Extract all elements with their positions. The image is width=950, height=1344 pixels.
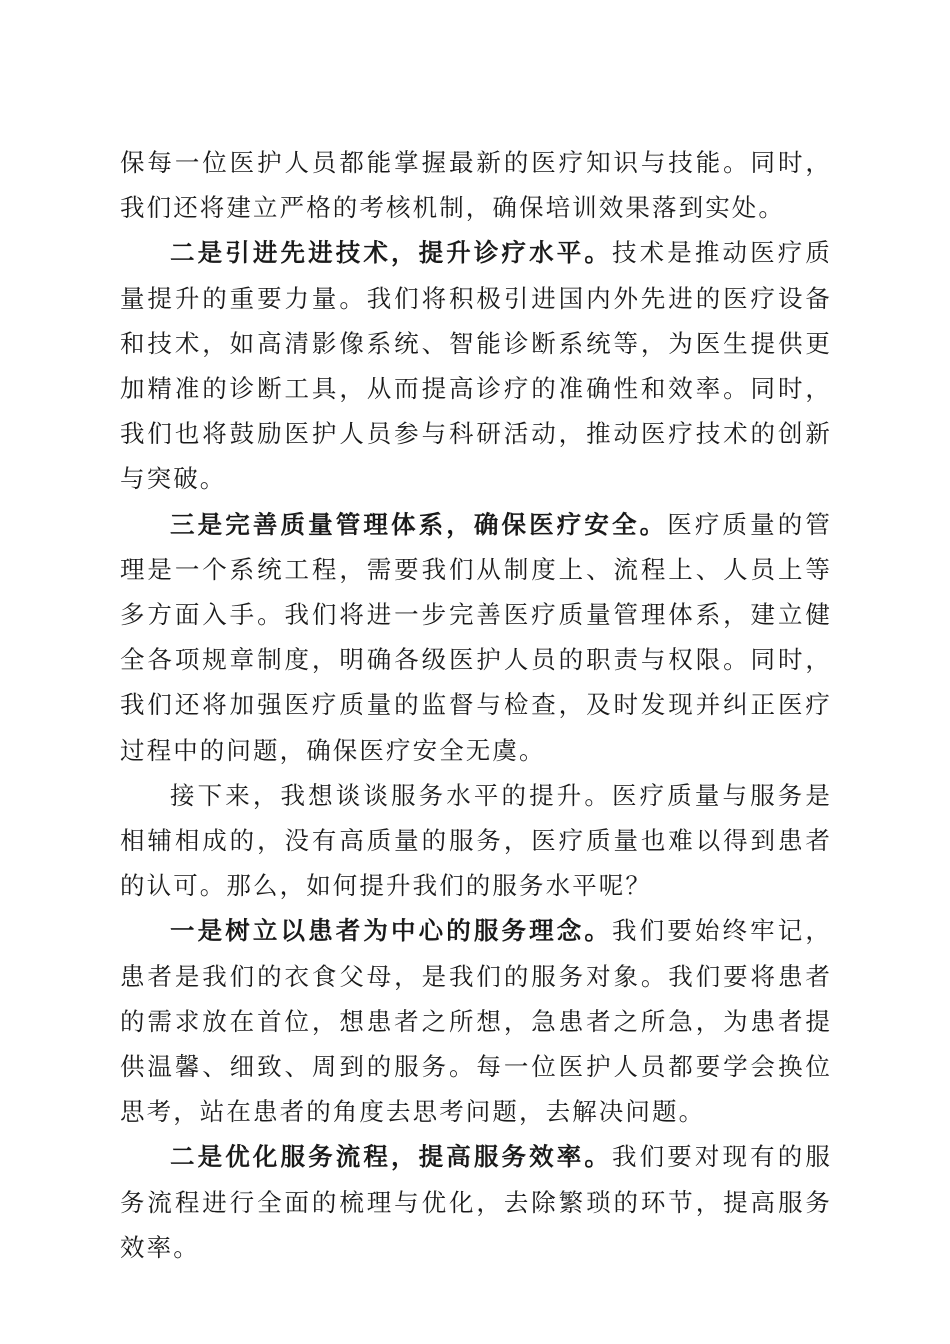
paragraph-text: 我们要对现有的服务流程进行全面的梳理与优化，去除繁琐的环节，提高服务效率。	[120, 1142, 832, 1262]
paragraph-continuation	[120, 140, 832, 230]
paragraph-text: 医疗质量的管理是一个系统工程，需要我们从制度上、流程上、人员上等多方面入手。我们将进一步完善医疗质量管理体系，建立健全各项规章制度，明确各级医护人员的职责与权限。同时，我们还将加强医疗质量的监督与检查，及时发现并纠正医疗过程中的问题，确保医疗安全无虞。	[120, 509, 832, 765]
paragraph-lead: 二是引进先进技术，提升诊疗水平。	[170, 238, 613, 268]
paragraph-lead: 一是树立以患者为中心的服务理念。	[170, 916, 613, 946]
paragraph-technology	[120, 230, 832, 501]
paragraph-text: 技术是推动医疗质量提升的重要力量。我们将积极引进国内外先进的医疗设备和技术，如高清影像系统、智能诊断系统等，为医生提供更加精准的诊断工具，从而提高诊疗的准确性和效率。同时，我们也将鼓励医护人员参与科研活动，推动医疗技术的创新与突破。	[120, 238, 832, 494]
paragraph-quality-management	[120, 502, 832, 773]
paragraph-patient-centered	[120, 908, 832, 1134]
paragraph-service-intro	[120, 773, 832, 909]
paragraph-text: 接下来，我想谈谈服务水平的提升。医疗质量与服务是相辅相成的，没有高质量的服务，医疗质量也难以得到患者的认可。那么，如何提升我们的服务水平呢？	[120, 780, 832, 901]
paragraph-lead: 三是完善质量管理体系，确保医疗安全。	[170, 509, 668, 539]
paragraph-service-process	[120, 1134, 832, 1270]
paragraph-text: 保每一位医护人员都能掌握最新的医疗知识与技能。同时，我们还将建立严格的考核机制，确保培训效果落到实处。	[120, 148, 832, 223]
paragraph-text: 我们要始终牢记，患者是我们的衣食父母，是我们的服务对象。我们要将患者的需求放在首位，想患者之所想，急患者之所急，为患者提供温馨、细致、周到的服务。每一位医护人员都要学会换位思考，站在患者的角度去思考问题，去解决问题。	[120, 916, 832, 1127]
paragraph-lead: 二是优化服务流程，提高服务效率。	[170, 1142, 613, 1172]
document-page	[120, 140, 832, 1270]
